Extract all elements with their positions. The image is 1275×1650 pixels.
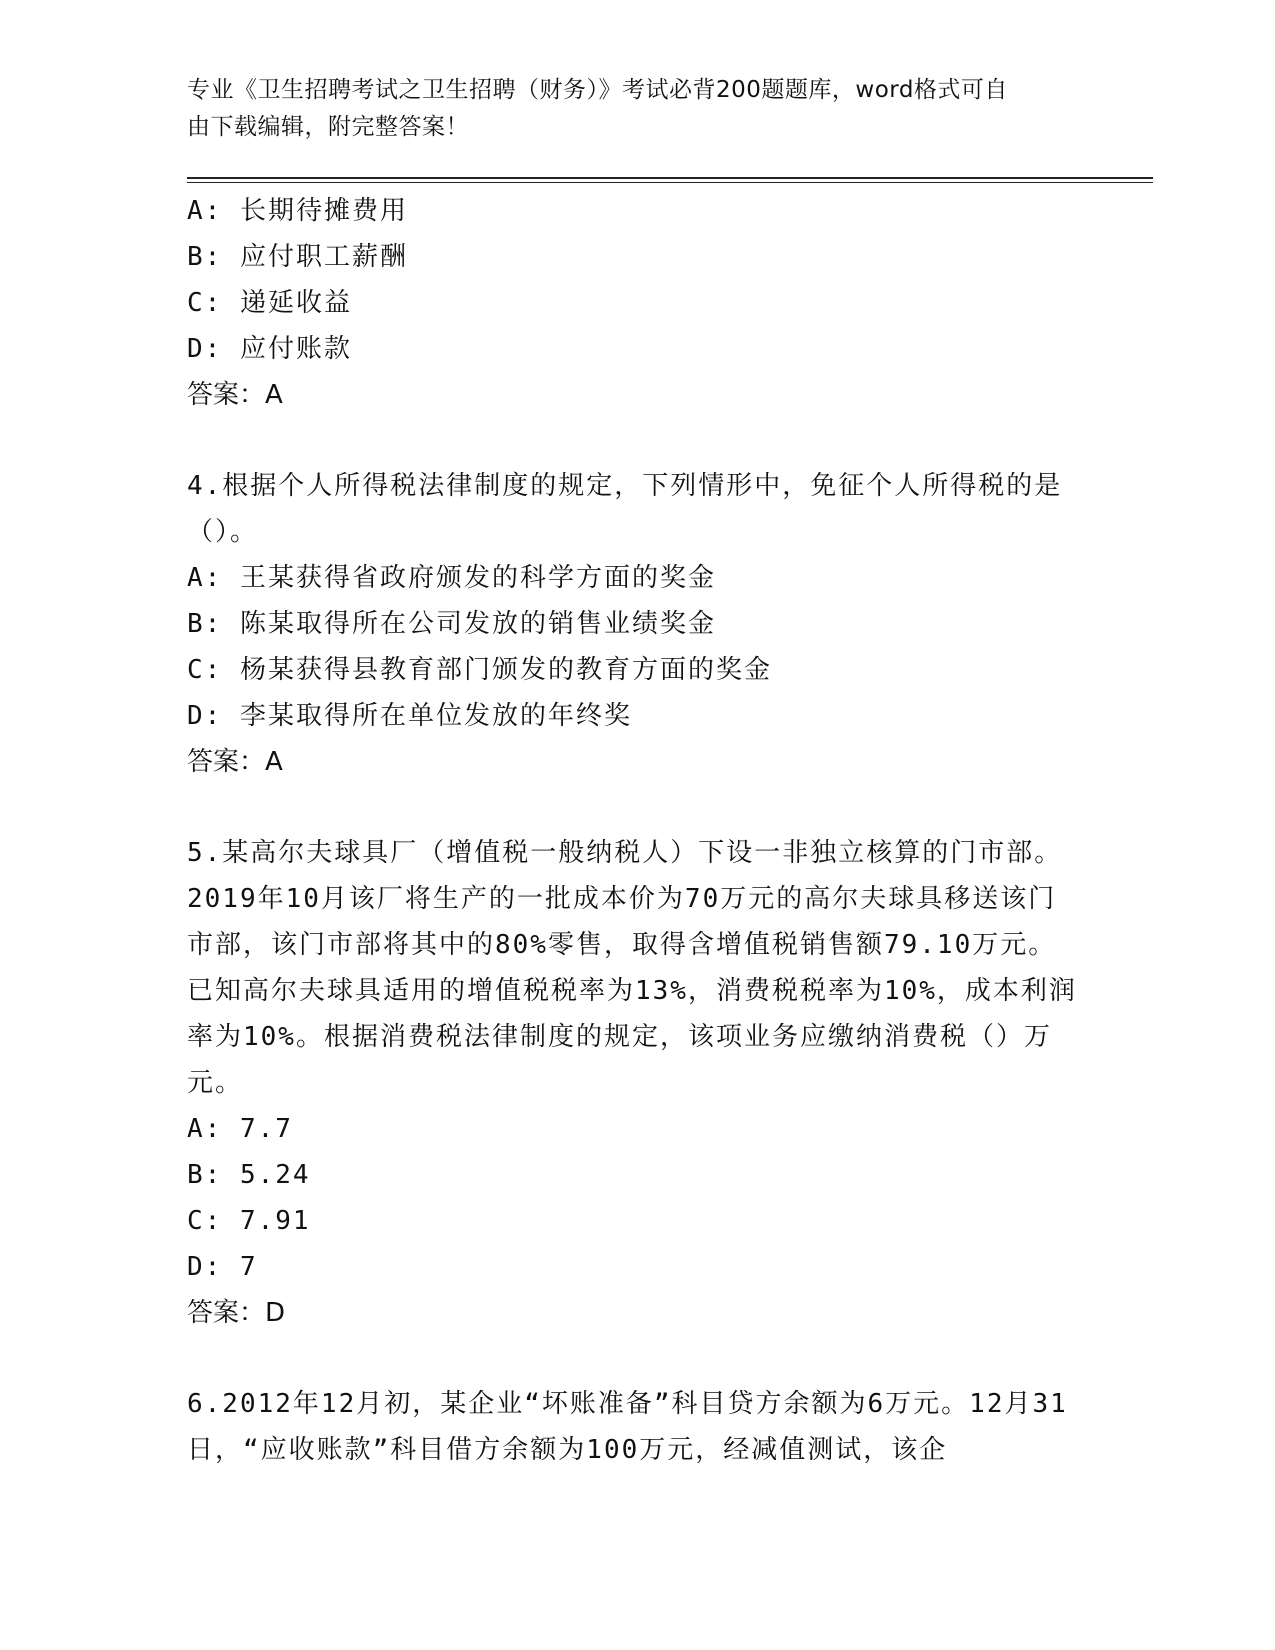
question-5-option-c: C: 7.91 [187, 1206, 311, 1236]
question-5-option-b: B: 5.24 [187, 1160, 311, 1190]
question-3-option-b: B: 应付职工薪酬 [187, 242, 408, 272]
question-5-option-a: A: 7.7 [187, 1114, 293, 1144]
document-body [187, 188, 1077, 1473]
header-line-1: 专业《卫生招聘考试之卫生招聘（财务）》考试必背200题题库，word格式可自 [187, 77, 1008, 103]
question-spacer [187, 785, 1077, 830]
question-6-stem: 6.2012年12月初，某企业“坏账准备”科目贷方余额为6万元。12月31日，“应收账款”科目借方余额为100万元，经减值测试，该企 [187, 1389, 1068, 1465]
header-divider-thick [187, 177, 1153, 179]
question-4-options [187, 555, 1077, 739]
question-5-answer: 答案：D [187, 1298, 286, 1328]
question-4-stem: 4.根据个人所得税法律制度的规定，下列情形中，免征个人所得税的是（）。 [187, 471, 1063, 547]
header-line-2: 由下载编辑，附完整答案！ [187, 114, 469, 140]
question-4-answer: 答案：A [187, 747, 283, 777]
question-4-option-c: C: 杨某获得县教育部门颁发的教育方面的奖金 [187, 655, 772, 685]
question-5-stem: 5.某高尔夫球具厂（增值税一般纳税人）下设一非独立核算的门市部。2019年10月该厂将生产的一批成本价为70万元的高尔夫球具移送该门市部，该门市部将其中的80%零售，取得含增值税销售额79.10万元。已知高尔夫球具适用的增值税税率为13%，消费税税率为10%，成本利润率为10%。根据消费税法律制度的规定，该项业务应缴纳消费税（）万元。 [187, 838, 1077, 1098]
document-header [187, 72, 1067, 146]
question-3-option-c: C: 递延收益 [187, 288, 352, 318]
question-4-option-b: B: 陈某取得所在公司发放的销售业绩奖金 [187, 609, 716, 639]
question-3-options [187, 188, 1077, 372]
question-spacer [187, 1336, 1077, 1381]
question-3-answer: 答案：A [187, 380, 283, 410]
header-divider-thin [187, 182, 1153, 183]
question-3-option-d: D: 应付账款 [187, 334, 352, 364]
question-4-option-d: D: 李某取得所在单位发放的年终奖 [187, 701, 632, 731]
question-spacer [187, 418, 1077, 463]
question-4-option-a: A: 王某获得省政府颁发的科学方面的奖金 [187, 563, 716, 593]
question-5-options [187, 1106, 1077, 1290]
question-5-option-d: D: 7 [187, 1252, 258, 1282]
question-3-option-a: A: 长期待摊费用 [187, 196, 408, 226]
